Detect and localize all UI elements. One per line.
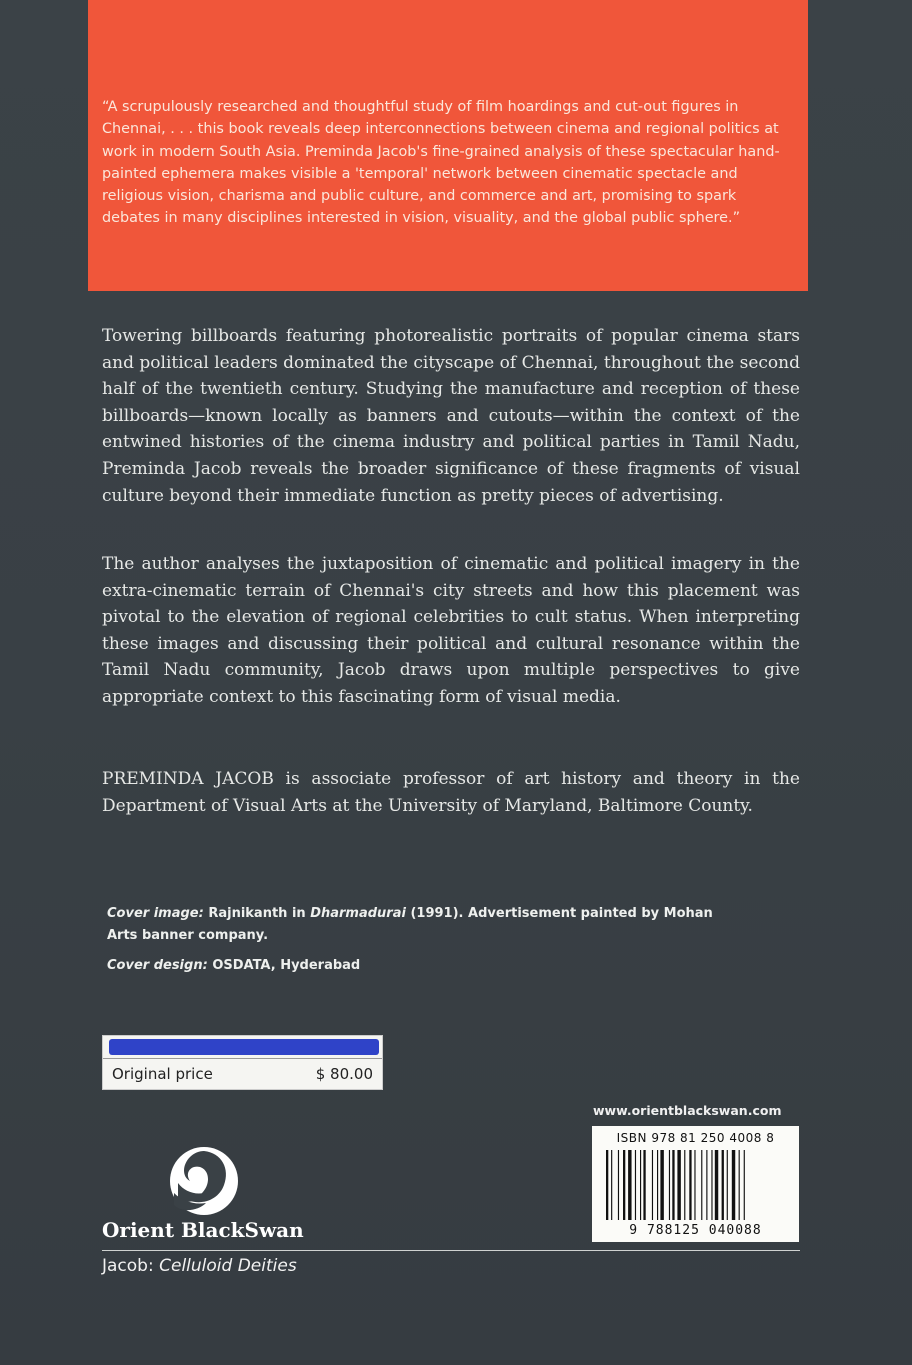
author-bio: PREMINDA JACOB is associate professor of art history and theory in the Department of Visual Arts at the University of Maryland, Baltimore County. xyxy=(102,769,800,816)
blurb-paragraph-1: Towering billboards featuring photorealistic portraits of popular cinema stars and political leaders dominated the cityscape of Chennai, throughout the second half of the twentieth century. Studying the manufacture and reception of these billboards—known locally as banners and cutouts—within the context of the entwined histories of the cinema industry and political parties in Tamil Nadu, Preminda Jacob reveals the broader significance of these fragments of visual culture beyond their immediate function as pretty pieces of advertising. xyxy=(102,326,800,506)
footer-book-title: Celluloid Deities xyxy=(159,1256,297,1276)
cover-design-label: Cover design: xyxy=(107,958,208,973)
price-label: Original price xyxy=(112,1065,213,1083)
barcode-bar xyxy=(657,1150,658,1220)
barcode-bar xyxy=(611,1150,612,1220)
price-divider xyxy=(103,1058,382,1059)
cover-credits xyxy=(107,903,747,977)
barcode-box xyxy=(592,1126,799,1242)
barcode-bar xyxy=(640,1150,641,1220)
barcode-bar xyxy=(677,1150,680,1220)
barcode-bar xyxy=(722,1150,724,1220)
footer-author-title xyxy=(102,1256,297,1276)
swan-logo-icon xyxy=(164,1143,244,1219)
isbn-text: ISBN 978 81 250 4008 8 xyxy=(616,1131,775,1145)
publisher-name: Orient BlackSwan xyxy=(102,1218,304,1242)
barcode-bar xyxy=(727,1150,728,1220)
barcode-bar xyxy=(635,1150,636,1220)
barcode-bar xyxy=(694,1150,695,1220)
price-sticker xyxy=(102,1035,383,1090)
blurb-paragraph-2: The author analyses the juxtaposition of cinematic and political imagery in the extra-cinematic terrain of Chennai's city streets and how this placement was pivotal to the elevation of regional celebrities to cult status. When interpreting these images and discussing their political and cultural resonance within the Tamil Nadu community, Jacob draws upon multiple perspectives to give appropriate context to this fascinating form of visual media. xyxy=(102,554,800,707)
price-strikeout-marker xyxy=(109,1039,379,1055)
barcode-bar xyxy=(669,1150,670,1220)
footer-author: Jacob: xyxy=(102,1256,154,1276)
cover-image-film: Dharmadurai xyxy=(310,906,406,921)
barcode-bar xyxy=(701,1150,702,1220)
cover-image-label: Cover image: xyxy=(107,906,204,921)
publisher-website: www.orientblackswan.com xyxy=(593,1103,782,1118)
cover-design-value: OSDATA, Hyderabad xyxy=(212,958,361,973)
barcode-bar xyxy=(643,1150,645,1220)
cover-image-subject: Rajnikanth in xyxy=(208,906,306,921)
barcode-bar xyxy=(706,1150,707,1220)
barcode-bar xyxy=(618,1150,619,1220)
barcode-bar xyxy=(711,1150,712,1220)
quote-box xyxy=(88,0,808,291)
barcode-bar xyxy=(732,1150,735,1220)
barcode-bar xyxy=(623,1150,625,1220)
barcode-bar xyxy=(689,1150,691,1220)
barcode-bar xyxy=(672,1150,674,1220)
price-value: $ 80.00 xyxy=(315,1065,373,1083)
barcode-bar xyxy=(739,1150,740,1220)
footer-rule xyxy=(102,1250,800,1251)
barcode-bar xyxy=(684,1150,685,1220)
cover-image-year: (1991). xyxy=(410,906,464,921)
barcode-bar xyxy=(660,1150,663,1220)
barcode-bar xyxy=(744,1150,745,1220)
barcode-bar xyxy=(715,1150,718,1220)
barcode-digits: 9 788125 040088 xyxy=(598,1223,793,1238)
endorsement-quote: “A scrupulously researched and thoughtful study of film hoardings and cut-out figures in Chennai, . . . this book reveals deep interconnections between cinema and regional politics at work in modern South Asia. Preminda Jacob's fine-grained analysis of these spectacular hand-painted ephemera makes visible a 'temporal' network between cinematic spectacle and religious vision, charisma and public culture, and commerce and art, promising to spark debates in many disciplines interested in vision, visuality, and the global public sphere.” xyxy=(102,99,780,227)
barcode-bar xyxy=(628,1150,631,1220)
barcode-bar xyxy=(606,1150,608,1220)
barcode-bar xyxy=(652,1150,653,1220)
barcode-icon xyxy=(606,1150,786,1220)
cover-image-rest: Advertisement painted by Mohan Arts banner company. xyxy=(107,906,713,943)
